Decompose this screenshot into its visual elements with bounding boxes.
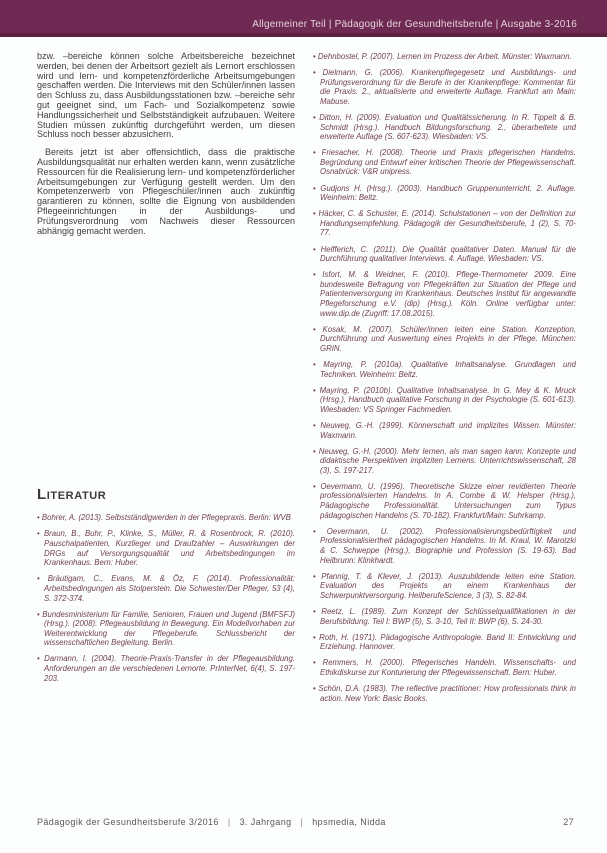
bullet-icon: • <box>313 209 316 219</box>
reference-text: Darmann, I. (2004). Theorie-Praxis-Transfer in der Pflegeausbildung. Anforderungen an die verschiedenen Lernorte. PrInterNet, 6(4), S. 197-203. <box>44 654 295 683</box>
reference-list-right <box>313 52 576 703</box>
bullet-icon: • <box>313 571 316 581</box>
bullet-icon: • <box>313 606 316 616</box>
bullet-icon: • <box>313 270 316 280</box>
reference-text: Oevermann, U. (2002). Professionalisierungsbedürftigkeit und Professionalisiertheit pädagogischen Handelns. In M. Kraul, W. Marotzki & C. Schweppe (Hrsg.), Biographie und Profession (S. 19-63). Bad Heilbrunn: Klinkhardt. <box>320 526 576 565</box>
page-number: 27 <box>563 817 574 827</box>
reference-item <box>313 68 576 106</box>
page-content <box>37 51 577 811</box>
bullet-icon: • <box>313 481 316 491</box>
reference-item <box>313 184 576 203</box>
reference-list-left <box>37 513 295 683</box>
reference-text: Neuweg, G.-H. (2000). Mehr lernen, als man sagen kann: Konzepte und didaktische Perspektiven impliziten Lernens. Unterrichtswissenschaft, 28 (3), S. 197-217. <box>318 446 576 475</box>
reference-item <box>313 386 576 415</box>
left-column <box>37 52 295 811</box>
footer-volume: 3. Jahrgang <box>239 817 292 827</box>
reference-text: Bräutigam, C., Evans, M. & Öz, F. (2014). Professionalität: Arbeitsbedingungen als Stolperstein. Die Schwester/Der Pfleger, 53 (4), S. 372-374. <box>44 574 295 603</box>
bullet-icon: • <box>313 446 316 456</box>
reference-text: Häcker, C. & Schuster, E. (2014). Schulstationen – von der Definition zur Handlungsempfehlung. Pädagogik der Gesundheitsberufe, 1 (2), S. 70-77. <box>318 209 577 238</box>
bullet-icon: • <box>313 359 316 369</box>
reference-text: Remmers, H. (2000). Pflegerisches Handeln. Wissenschafts- und Ethikdiskurse zur Konturierung der Pflegewissenschaft. Bern: Huber. <box>320 658 576 677</box>
reference-item <box>37 654 295 683</box>
bullet-icon: • <box>313 52 316 61</box>
reference-text: Gudjons H. (Hrsg.). (2003). Handbuch Gruppenunterricht. 2. Auflage. Weinheim: Beltz. <box>320 183 576 203</box>
bullet-icon: • <box>313 658 316 668</box>
footer-journal: Pädagogik der Gesundheitsberufe 3/2016 <box>37 817 219 827</box>
bullet-icon: • <box>313 526 316 536</box>
reference-item <box>313 527 576 565</box>
bullet-icon: • <box>37 654 40 664</box>
bullet-icon: • <box>37 609 40 619</box>
reference-text: Pfannig, T. & Klever, J. (2013). Auszubildende leiten eine Station. Evaluation des Projekts an einem Krankenhaus der Schwerpunktversorgung. HeilberufeScience, 3 (3), S. 82-84. <box>320 571 576 600</box>
reference-text: Oevermann, U. (1996). Theoretische Skizze einer revidierten Theorie professionalisierten Handelns. In A. Combe & W. Helsper (Hrsg.), Pädagogische Professionalität. Untersuchungen zum Typus pädagogischen Handelns (S. 70-182). Frankfurt/Main: Suhrkamp. <box>320 481 577 520</box>
reference-item <box>313 113 576 142</box>
reference-item <box>313 607 576 626</box>
footer <box>37 817 574 827</box>
reference-item <box>313 572 576 601</box>
footer-imprint <box>37 817 386 827</box>
reference-text: Roth, H. (1971). Pädagogische Anthropologie. Band II: Entwicklung und Erziehung. Hannover. <box>319 632 577 652</box>
bullet-icon: • <box>313 420 316 430</box>
bullet-icon: • <box>37 529 40 539</box>
reference-item <box>313 245 576 264</box>
bullet-icon: • <box>313 183 316 193</box>
reference-text: Friesacher, H. (2008). Theorie und Praxis pflegerischen Handelns. Begründung und Entwurf einer kritischen Theorie der Pflegewissenschaft. Osnabrück: V&R unipress. <box>320 148 576 177</box>
reference-item <box>313 482 576 520</box>
bullet-icon: • <box>313 112 316 122</box>
reference-item <box>37 574 295 603</box>
bullet-icon: • <box>313 385 316 395</box>
bullet-icon: • <box>313 244 316 254</box>
bullet-icon: • <box>313 683 316 693</box>
reference-item <box>37 513 295 523</box>
reference-item <box>313 270 576 318</box>
header-bar <box>0 0 607 37</box>
reference-text: Schön, D.A. (1983). The reflective practitioner: How professionals think in action. New York: Basic Books. <box>318 683 576 703</box>
footer-publisher: hpsmedia, Nidda <box>312 817 386 827</box>
reference-text: Mayring, P. (2010b). Qualitative Inhaltsanalyse. In G. Mey & K. Mruck (Hrsg.), Handbuch qualitative Forschung in der Psychologie (S. 601-613). Wiesbaden: VS Springer Fachmedien. <box>319 385 576 414</box>
reference-text: Dielmann, G. (2006). Krankenpflegegesetz und Ausbildungs- und Prüfungsverordnung für die Berufe in der Krankenpflege: Kommentar für die Praxis. 2., aktualisierte und erweiterte Auflage. Frankfurt am Main: Mabuse. <box>320 68 577 106</box>
reference-text: Reetz, L. (1989). Zum Konzept der Schlüsselqualifikationen in der Berufsbildung. Teil I: BWP (5), S. 3-10, Teil II: BWP (6), S. 24-30. <box>320 606 576 626</box>
reference-text: Bohrer, A. (2013). Selbstständigwerden in der Pflegepraxis. Berlin: WVB <box>41 513 291 523</box>
bullet-icon: • <box>37 574 40 584</box>
footer-separator: | <box>227 817 231 827</box>
reference-text: Bundesministerium für Familie, Senioren, Frauen und Jugend (BMFSFJ) (Hrsg.). (2008). Pflegeausbildung in Bewegung. Ein Modellvorhaben zur Weiterentwicklung der Pflegeberufe. Schlussbericht der wissenschaftlichen Begleitung. Berlin. <box>42 609 296 648</box>
reference-item <box>313 52 576 62</box>
reference-text: Mayring, P. (2010a). Qualitative Inhaltsanalyse. Grundlagen und Techniken. Weinheim: Beltz. <box>320 359 576 379</box>
article-paragraph: Bereits jetzt ist aber offensichtlich, dass die praktische Ausbildungsqualität nur erhalten werden kann, wenn zusätzliche Ressourcen für die Realisierung lern- und kompetenzförderlicher Arbeitsumgebungen zur Verfügung gestellt werden. Um den Kompetenzerwerb von Pflegeschüler/innen auch zukünftig garantieren zu können, sollte die Eignung von ausbildenden Pflegeeinrichtungen in der Ausbildungs- und Prüfungsverordnung vom Nachweis dieser Ressourcen abhängig gemacht werden. <box>37 147 295 236</box>
reference-text: Isfort, M. & Weidner, F. (2010). Pflege-Thermometer 2009. Eine bundesweite Befragung von Pflegekräften zur Situation der Pflege und Patientenversorgung im Krankenhaus. Deutsches Institut für angewandte Pflegeforschung e.V. (dip) (Hrsg.). Köln. Online verfügbar unter: www.dip.de (Zugriff: 17.08.2015). <box>320 270 576 318</box>
reference-item <box>313 325 576 354</box>
literature-heading: Literatur <box>37 486 107 504</box>
bullet-icon: • <box>313 324 316 334</box>
reference-item <box>313 148 576 177</box>
reference-item <box>313 633 576 652</box>
right-column <box>313 52 576 811</box>
article-paragraph: bzw. –bereiche können solche Arbeitsbereiche bezeichnet werden, bei denen der Arbeitsort gezielt als Lernort erschlossen wird und lern- und kompetenzförderliche Arbeitsumgebungen geschaffen werden. Die Interviews mit den Schüler/innen lassen den Schluss zu, dass Ausbildungsstationen bzw. –bereiche sehr gut geeignet sind, um Fach- und Sozialkompetenz sowie Handlungssicherheit und Selbstständigkeit aufzubauen. Weitere Studien müssen zukünftig durchgeführt werden, um diesen Schluss noch besser abzusichern. <box>37 51 295 140</box>
reference-item <box>313 421 576 440</box>
header-title: Allgemeiner Teil | Pädagogik der Gesundheitsberufe | Ausgabe 3-2016 <box>252 19 577 30</box>
reference-text: Braun, B., Buhr, P., Klinke, S., Müller, R. & Rosenbrock, R. (2010). Pauschalpatienten, Kurzlieger und Draufzahler – Auswirkungen der DRGs auf Versorgungsqualität und Arbeitsbedingungen im Krankenhaus. Bern: Huber. <box>43 529 296 568</box>
bullet-icon: • <box>313 68 316 78</box>
reference-text: Dehnbostel, P. (2007). Lernen im Prozess der Arbeit. Münster: Waxmann. <box>317 52 572 61</box>
footer-separator: | <box>300 817 304 827</box>
bullet-icon: • <box>313 148 316 158</box>
reference-item <box>313 209 576 238</box>
reference-text: Kosak, M. (2007). Schüler/innen leiten eine Station. Konzeption, Durchführung und Auswertung eines Projekts in der Pflege. München: GRIN. <box>320 324 577 353</box>
reference-text: Ditton, H. (2009). Evaluation und Qualitätssicherung. In R. Tippelt & B. Schmidt (Hrsg.). Handbuch Bildungsforschung. 2., überarbeitete und erweiterte Auflage (S. 607-623). Wiesbaden: VS. <box>319 112 577 142</box>
bullet-icon: • <box>37 513 40 523</box>
reference-text: Neuweg, G.-H. (1999). Könnerschaft und implizites Wissen. Münster: Waxmann. <box>320 420 576 440</box>
bullet-icon: • <box>313 632 316 642</box>
reference-item <box>313 360 576 379</box>
reference-item <box>37 610 295 648</box>
reference-item <box>313 684 576 703</box>
reference-item <box>37 529 295 567</box>
reference-item <box>313 658 576 677</box>
reference-item <box>313 447 576 476</box>
reference-text: Helfferich, C. (2011). Die Qualität qualitativer Daten. Manual für die Durchführung qualitativer Interviews. 4. Auflage. Wiesbaden: VS. <box>320 244 577 264</box>
